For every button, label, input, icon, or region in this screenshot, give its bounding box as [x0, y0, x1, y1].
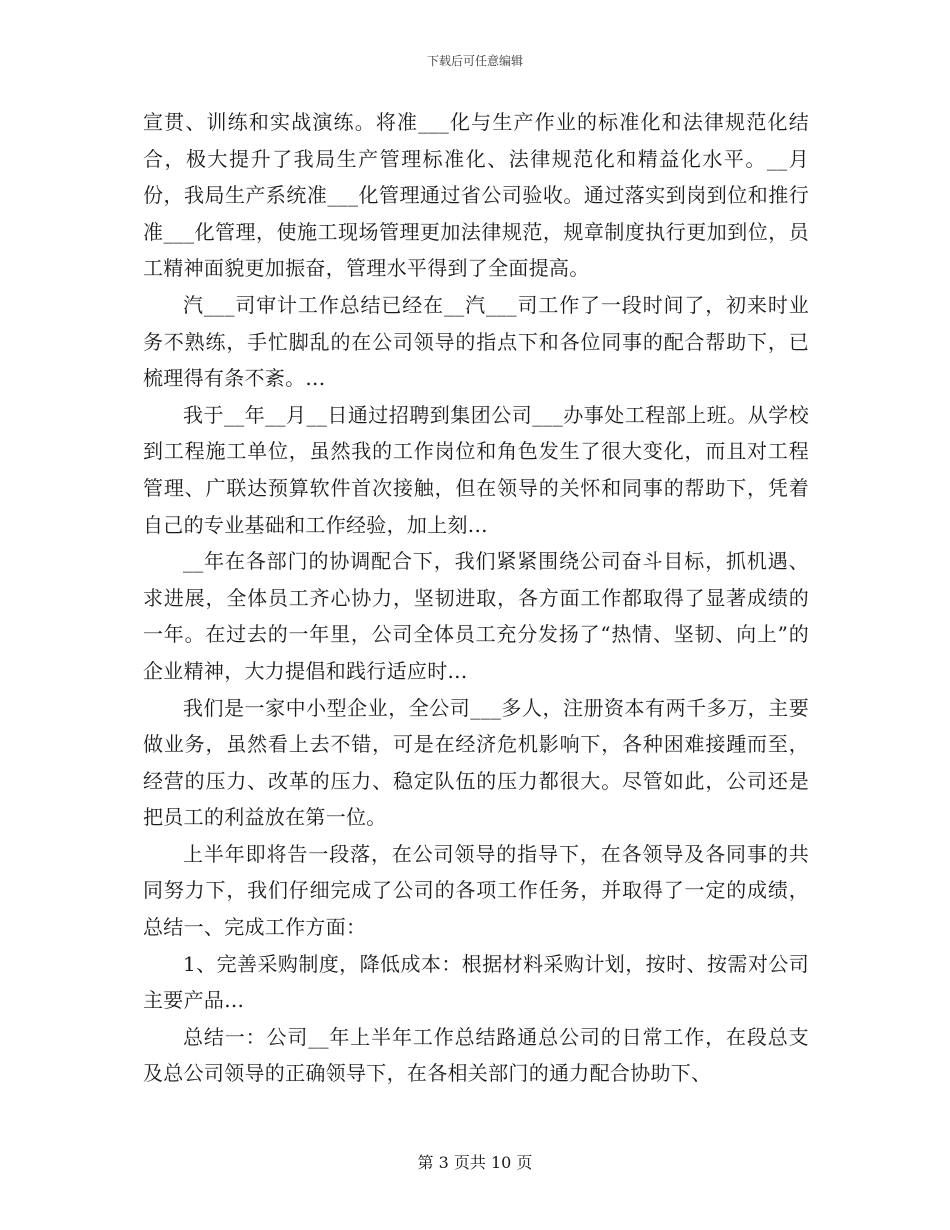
paragraph-engineering-dept: 我于__年__月__日通过招聘到集团公司___办事处工程部上班。从学校到工程施工单位，虽然我的工作岗位和角色发生了很大变化，而且对工程管理、广联达预算软件首次接触，但在领导的关怀和同事的帮助下，凭着自己的专业基础和工作经验，加上刻...: [143, 402, 809, 537]
paragraph-company-profile: 我们是一家中小型企业，全公司___多人，注册资本有两千多万，主要做业务，虽然看上去不错，可是在经济危机影响下，各种困难接踵而至，经营的压力、改革的压力、稳定队伍的压力都很大。尽管如此，公司还是把员工的利益放在第一位。: [143, 695, 809, 830]
paragraph-audit-summary: 汽___司审计工作总结已经在__汽___司工作了一段时间了，初来时业务不熟练，手忙脚乱的在公司领导的指点下和各位同事的配合帮助下，已梳理得有条不紊。...: [143, 292, 809, 391]
paragraph-summary-one: 总结一：公司__年上半年工作总结路通总公司的日常工作，在段总支及总公司领导的正确领导下，在各相关部门的通力配合协助下、: [143, 1024, 809, 1086]
document-body: [143, 104, 809, 1092]
paragraph-half-year: 上半年即将告一段落，在公司领导的指导下，在各领导及各同事的共同努力下，我们仔细完成了公司的各项工作任务，并取得了一定的成绩，总结一、完成工作方面：: [143, 841, 809, 940]
paragraph-annual-review: __年在各部门的协调配合下，我们紧紧围绕公司奋斗目标，抓机遇、求进展，全体员工齐心协力，坚韧进取，各方面工作都取得了显著成绩的一年。在过去的一年里，公司全体员工充分发扬了“热情、坚韧、向上”的企业精神，大力提倡和践行适应时...: [143, 549, 809, 683]
page-header: 下载后可任意编辑: [426, 54, 523, 68]
paragraph-procurement: 1、完善采购制度，降低成本：根据材料采购计划，按时、按需对公司主要产品...: [143, 951, 809, 1013]
paragraph-continued: 宣贯、训练和实战演练。将准___化与生产作业的标准化和法律规范化结合，极大提升了我局生产管理标准化、法律规范化和精益化水平。__月份，我局生产系统准___化管理通过省公司验收。通过落实到岗到位和推行准___化管理，使施工现场管理更加法律规范，规章制度执行更加到位，员工精神面貌更加振奋，管理水平得到了全面提高。: [143, 110, 809, 281]
page-number: 第 3 页共 10 页: [417, 1153, 533, 1172]
